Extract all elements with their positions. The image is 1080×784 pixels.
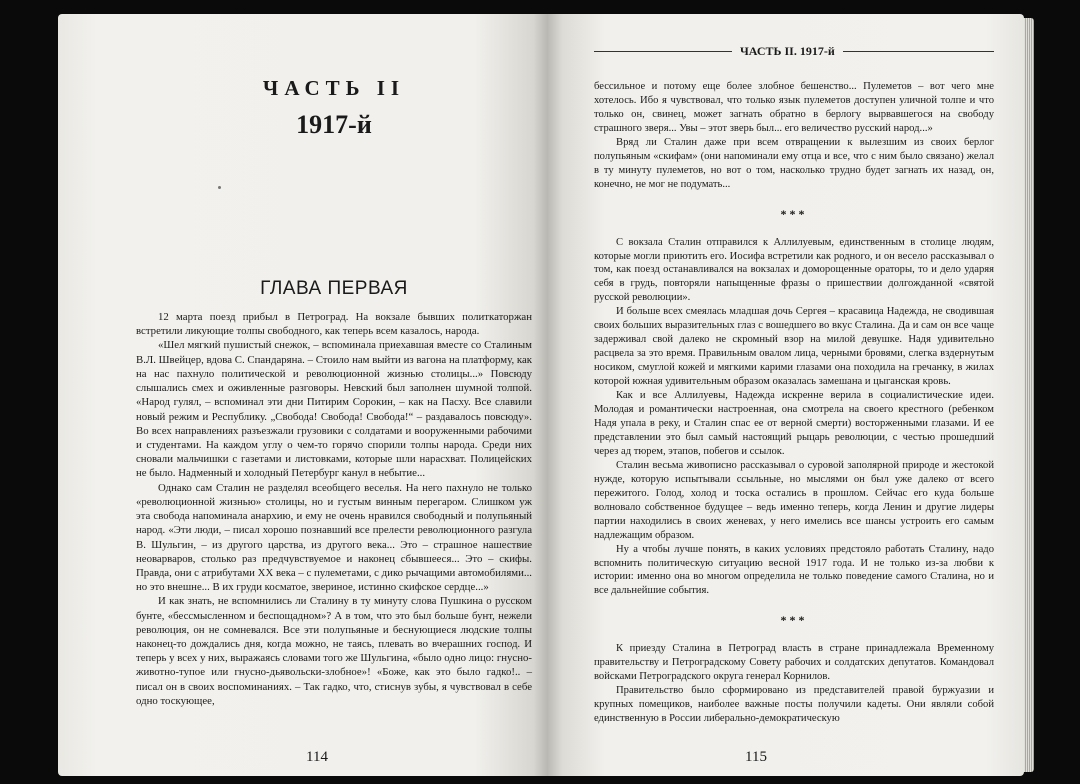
- page-edges: [1024, 18, 1034, 772]
- left-page: [58, 14, 548, 776]
- paragraph: К приезду Сталина в Петроград власть в стране принадлежала Временному правительству и Петроградскому Совету рабочих и солдатских депутатов. Командовал войсками Петроградского округа генерал Корнилов.: [594, 643, 994, 683]
- print-speck: [218, 186, 221, 189]
- paragraph: И больше всех смеялась младшая дочь Сергея – красавица Надежда, не сводившая своих больших выразительных глаз с вошедшего во вкус Сталина. Да и сам он все чаще задерживал свой далеко не скромный взор на милой девушке. Надя удивительно расцвела за это время. Правильным овалом лица, черными бровями, слегка вздернутым носиком, смуглой кожей и мягкими карими глазами она походила на гречанку, в жилах которой южная удивительным образом оказалась замешана и цыганская кровь.: [594, 306, 994, 388]
- paragraph: С вокзала Сталин отправился к Аллилуевым, единственным в столице людям, которые могли приютить его. Иосифа встретили как родного, и он весело рассказывал о том, как поезд останавливался на вокзалах и доморощенные ораторы, то и дело ударяя себя в грудь, повторяли напыщенные фразы о пришествии долгожданной «святой русской революции».: [594, 236, 994, 304]
- paragraph: И как знать, не вспомнились ли Сталину в ту минуту слова Пушкина о русском бунте, «бессмысленном и беспощадном»? А в том, что это был больше бунт, нежели революция, он не сомневался. Все эти полупьяные и беснующиеся людские толпы наконец-то дождались дня, когда можно, не таясь, плевать во вчерашних господ. И теперь у всех у них, выражаясь словами того же Шульгина, «было одно лицо: гнусно-животно-тупое или гнусно-дьявольски-злобное»! «Боже, как это было гадко!.. – писал он в своих воспоминаниях. – Так гадко, что, стиснув зубы, я чувствовал в себе одно тоскующее,: [136, 595, 532, 707]
- running-head: [594, 44, 994, 59]
- chapter-title: ГЛАВА ПЕРВАЯ: [260, 278, 408, 299]
- paragraph: Однако сам Сталин не разделял всеобщего веселья. На него пахнуло не только «революционной жизнью» столицы, но и густым винным перегаром. Слишком уж эта свобода напоминала анархию, и ему не очень нравился свободный и полупьяный народ. «Эти люди, – писал хорошо познавший все прелести революционного разгула В. Шульгин, – из другого царства, из другого века... Это – страшное нашествие неоварваров, столько раз предчувствуемое и наконец сбывшееся... Это – скифы. Правда, они с атрибутами XX века – с пулеметами, с дико рычащими автомобилями... но это внешне... В их груди косматое, звериное, истинно скифское сердце...»: [136, 481, 532, 594]
- right-page: [548, 14, 1024, 776]
- paragraph: Сталин весьма живописно рассказывал о суровой заполярной природе и жестокой нужде, которую испытывали ссыльные, но мыслями он был уже далеко от всего пережитого. Голод, холод и тоска остались в прошлом. Сейчас его куда больше волновало собственное будущее – ведь именно теперь, когда Ленин и другие лидеры партии находились в своих женевах, у него имелись все шансы устроить его самым надлежащим образом.: [594, 459, 994, 541]
- header-rule: [594, 51, 732, 52]
- paragraph: Правительство было сформировано из представителей правой буржуазии и крупных помещиков, наиболее важные посты получили кадеты. Они являли собой единственную в России либерально-демократическую: [594, 685, 994, 725]
- year-title: 1917-й: [296, 110, 372, 139]
- left-page-body: [136, 310, 532, 708]
- running-head-text: ЧАСТЬ II. 1917-й: [740, 44, 835, 58]
- paragraph: 12 марта поезд прибыл в Петроград. На вокзале бывших политкаторжан встретили ликующие толпы свободного, как теперь всем казалось, народа.: [136, 311, 532, 338]
- section-separator: ***: [780, 206, 808, 221]
- page-number: 114: [306, 749, 328, 765]
- paragraph: Ну а чтобы лучше понять, в каких условиях предстояло работать Сталину, надо вспомнить политическую ситуацию весной 1917 года. И не только из-за любви к истории: именно она во многом определила не только поведение самого Сталина, но и все дальнейшие события.: [594, 543, 994, 597]
- header-rule: [843, 51, 994, 52]
- right-page-body: [594, 80, 994, 726]
- paragraph: Вряд ли Сталин даже при всем отвращении к вылезшим из своих берлог полупьяным «скифам» (они напоминали ему отца и все, что с ним было связано) желал в ту минуту пулеметов, но вот о том, насколько трудно будет загнать их назад, он, конечно, не мог не подумать...: [594, 136, 994, 190]
- paragraph: бессильное и потому еще более злобное бешенство... Пулеметов – вот чего мне хотелось. Ибо я чувствовал, что только язык пулеметов доступен уличной толпе и что только он, свинец, может загнать обратно в берлогу вырвавшегося на свободу страшного зверя... Увы – этот зверь был... его величество русский народ...»: [594, 81, 994, 134]
- part-title: ЧАСТЬ II: [262, 76, 406, 100]
- page-number: 115: [745, 749, 767, 765]
- section-separator: ***: [780, 613, 808, 628]
- paragraph: Как и все Аллилуевы, Надежда искренне верила в социалистические идеи. Молодая и романтически настроенная, она смотрела на своего крестного (ребенком Надя упала в реку, и Сталин спас ее от верной смерти) восторженными глазами. И ее представлении это был самый настоящий рыцарь революции, с честью прошедший через ад тюрем, этапов, побегов и ссылок.: [594, 390, 994, 457]
- paragraph: «Шел мягкий пушистый снежок, – вспоминала приехавшая вместе со Сталиным В.Л. Швейцер, вдова С. Спандаряна. – Стоило нам выйти из вагона на платформу, как на нас пахнуло политической и революционной жизнью столицы...» Повсюду слышались смех и оживленные разговоры. Невский был заполнен шумной толпой. «Народ гулял, – вспоминал эти дни Питирим Сорокин, – как на Пасху. Все славили новый режим и Республику. „Свобода! Свобода! Свобода!“ – раздавалось повсюду». Во всех направлениях разъезжали грузовики с солдатами и вооруженными рабочими и студентами. На каждом углу о чем-то горячо спорили толпы народа. Среди них сновали мальчишки с газетами и листовками, которые шли нарасхват. Полицейских не было. Надменный и холодный Петербург канул в небытие...: [136, 339, 532, 480]
